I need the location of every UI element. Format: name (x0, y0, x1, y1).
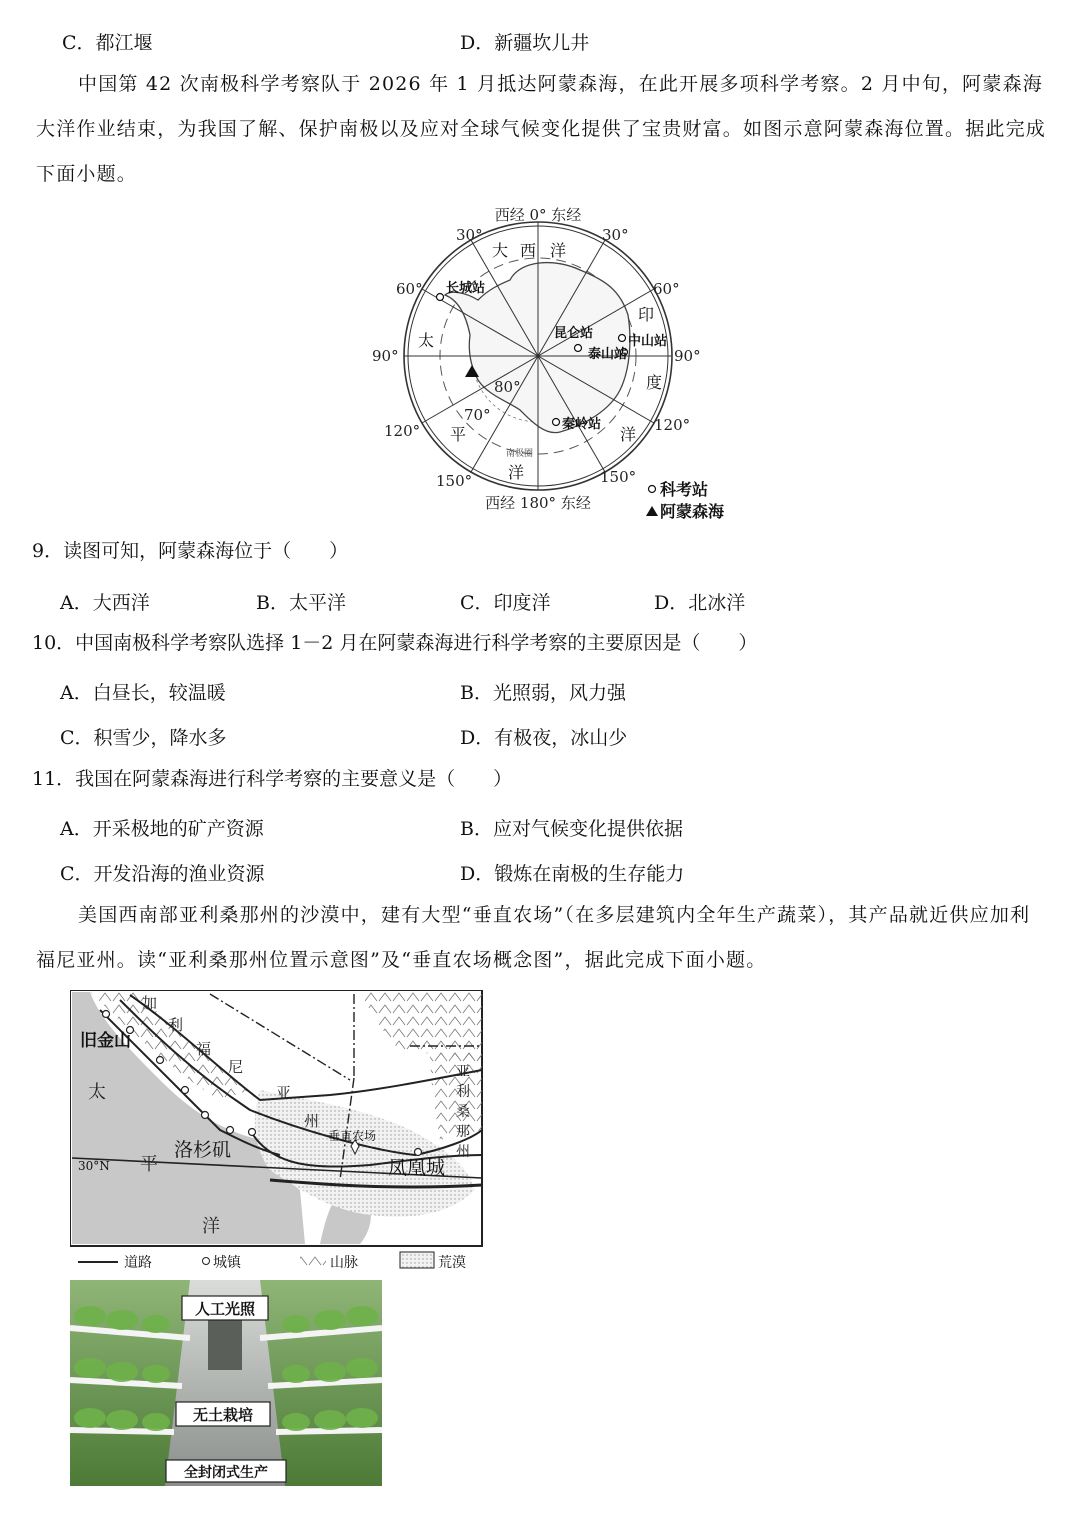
label-phoenix: 凤凰城 (388, 1157, 446, 1179)
meridians (404, 222, 672, 490)
deg-150-left: 150° (436, 472, 473, 490)
q10-option-d: D．有极夜，冰山少 (460, 727, 628, 749)
q10-option-b: B．光照弱，风力强 (460, 682, 626, 704)
label-pacific-2: 平 (140, 1154, 158, 1175)
deg-60-left: 60° (396, 280, 423, 298)
deg-30-left: 30° (456, 226, 483, 244)
label-ca-6: 州 (304, 1112, 320, 1130)
label-az-5: 州 (456, 1144, 470, 1160)
station-taishan (588, 346, 628, 362)
town-sf-marker (103, 1011, 110, 1018)
deg-150-right: 150° (600, 468, 637, 486)
q9-option-c: C．印度洋 (460, 592, 551, 614)
passage-arizona: 美国西南部亚利桑那州的沙漠中，建有大型“垂直农场”（在多层建筑内全年生产蔬菜），其产品就近供应加利福尼亚州。读“亚利桑那州位置示意图”及“垂直农场概念图”，据此完成下面小题。 (36, 904, 1031, 971)
label-az-3: 桑 (456, 1104, 470, 1120)
lat-70-label: 70° (464, 406, 491, 424)
label-farm: 垂直农场 (328, 1129, 377, 1143)
town-phoenix-marker (415, 1149, 422, 1156)
svg-text:秦岭站: 秦岭站 (562, 417, 602, 432)
legend-mountain: 山脉 (330, 1255, 358, 1271)
ocean-indian-3: 洋 (620, 425, 637, 444)
arizona-map (70, 990, 490, 1275)
label-pacific-1: 太 (88, 1082, 106, 1103)
label-ca-5: 亚 (276, 1084, 292, 1102)
legend-sea: 阿蒙森海 (660, 502, 725, 521)
q9-option-d: D．北冰洋 (654, 592, 746, 614)
legend-road: 道路 (124, 1255, 152, 1271)
label-pacific-3: 洋 (202, 1216, 220, 1237)
lat-80-label: 80° (494, 378, 521, 396)
option-d: D．新疆坎儿井 (460, 32, 590, 54)
label-ca-3: 福 (196, 1040, 212, 1058)
ocean-atlantic-2: 西 (520, 241, 537, 260)
svg-text:长城站: 长城站 (446, 281, 486, 296)
ocean-indian-1: 印 (638, 305, 655, 324)
ocean-atlantic-3: 洋 (550, 241, 567, 260)
label-top-meridian: 西经 0° 东经 (494, 206, 582, 224)
farm-label-soilless: 无土栽培 (192, 1406, 254, 1424)
q9-option-a: A．大西洋 (60, 592, 150, 614)
deg-60-right: 60° (653, 280, 680, 298)
label-sf: 旧金山 (80, 1031, 131, 1051)
q11-option-d: D．锻炼在南极的生存能力 (460, 863, 685, 885)
svg-text:中山站: 中山站 (628, 334, 668, 349)
arizona-legend (78, 1252, 466, 1271)
vertical-farm-photo (70, 1280, 382, 1486)
q9-stem: 9．读图可知，阿蒙森海位于（ ） (32, 540, 349, 562)
svg-text:泰山站: 泰山站 (588, 347, 628, 362)
option-c: C．都江堰 (62, 32, 153, 54)
q9-option-b: B．太平洋 (256, 592, 346, 614)
ocean-indian-2: 度 (646, 373, 663, 392)
label-30n: 30°N (78, 1159, 110, 1173)
map-legend (646, 480, 725, 521)
farm-label-enclosed: 全封闭式生产 (184, 1465, 268, 1481)
deg-90-left: 90° (372, 347, 399, 365)
q11-stem: 11．我国在阿蒙森海进行科学考察的主要意义是（ ） (32, 768, 513, 790)
q10-option-c: C．积雪少，降水多 (60, 727, 227, 749)
label-la: 洛杉矶 (174, 1139, 232, 1161)
deg-120-left: 120° (384, 422, 421, 440)
deg-120-right: 120° (654, 416, 691, 434)
antarctic-map (370, 200, 750, 530)
q11-option-c: C．开发沿海的渔业资源 (60, 863, 265, 885)
label-bottom-meridian: 西经 180° 东经 (485, 494, 591, 512)
ocean-pacific-1: 太 (418, 331, 435, 350)
label-ca-2: 利 (168, 1016, 184, 1034)
q10-stem: 10．中国南极科学考察队选择 1－2 月在阿蒙森海进行科学考察的主要原因是（ ） (32, 632, 758, 654)
q11-option-b: B．应对气候变化提供依据 (460, 818, 683, 840)
legend-station: 科考站 (660, 480, 709, 499)
label-az-4: 那 (456, 1124, 470, 1140)
legend-town: 城镇 (213, 1255, 241, 1271)
q11-option-a: A．开采极地的矿产资源 (60, 818, 264, 840)
farm-label-light: 人工光照 (194, 1300, 256, 1318)
svg-text:昆仑站: 昆仑站 (554, 326, 594, 341)
q10-option-a: A．白昼长，较温暖 (60, 682, 226, 704)
deg-30-right: 30° (602, 226, 629, 244)
antarctic-circle-label: 南极圈 (506, 449, 534, 459)
legend-desert: 荒漠 (438, 1255, 466, 1271)
ocean-pacific-3: 洋 (508, 463, 525, 482)
passage-antarctic: 中国第 42 次南极科学考察队于 2026 年 1 月抵达阿蒙森海，在此开展多项科学考察。2 月中旬，阿蒙森海大洋作业结束，为我国了解、保护南极以及应对全球气候变化提供了宝贵财富。如图示意阿蒙森海位置。据此完成下面小题。 (36, 73, 1047, 185)
deg-90-right: 90° (674, 347, 701, 365)
ocean-atlantic-1: 大 (492, 241, 509, 260)
ocean-pacific-2: 平 (450, 425, 467, 444)
label-az-2: 利 (456, 1084, 470, 1100)
label-ca-1: 加 (142, 994, 158, 1012)
label-az-1: 亚 (456, 1064, 470, 1080)
town-la-marker (249, 1129, 256, 1136)
label-ca-4: 尼 (228, 1058, 244, 1076)
